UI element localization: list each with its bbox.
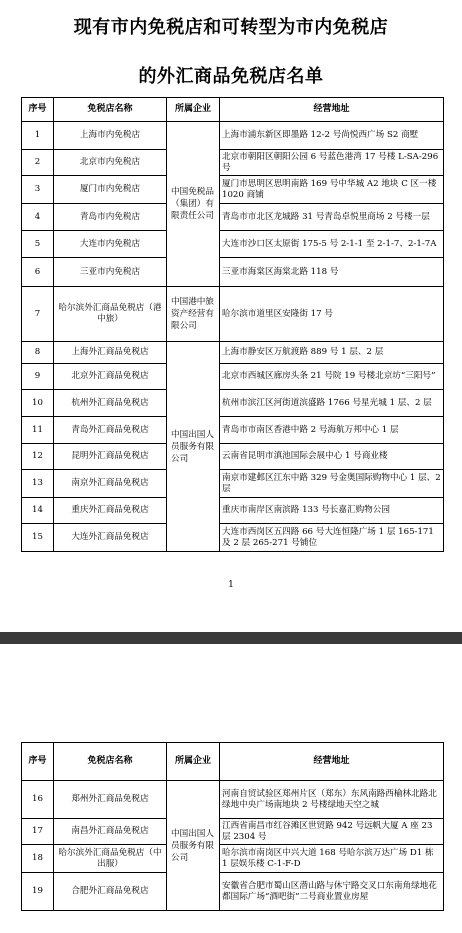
- enterprise-cdf: 中国免税品（集团）有限责任公司: [167, 122, 220, 287]
- shop-address: 南京市建邺区江东中路 329 号金奥国际购物中心 1 层、2 层: [220, 470, 444, 498]
- row-index: 3: [22, 176, 54, 204]
- row-index: 1: [22, 122, 54, 150]
- shop-name: 青岛外汇商品免税店: [54, 417, 167, 444]
- duty-free-shop-table: [21, 97, 444, 552]
- table-row: [22, 364, 444, 390]
- shop-name: 南京外汇商品免税店: [54, 470, 167, 498]
- table-header-row: [22, 98, 444, 122]
- shop-address: 北京市朝阳区朝阳公园 6 号蓝色港湾 17 号楼 L-SA-296 号: [220, 150, 444, 176]
- row-index: 9: [22, 364, 54, 390]
- table-row: [22, 444, 444, 470]
- table-row: [22, 231, 444, 258]
- header-address: 经营地址: [220, 98, 444, 122]
- duty-free-shop-table-continued: [21, 742, 444, 911]
- row-index: 14: [22, 498, 54, 524]
- table-row: [22, 258, 444, 287]
- shop-address: 哈尔滨市道里区安隆街 17 号: [220, 287, 444, 342]
- table-row: [22, 342, 444, 364]
- header-address: 经营地址: [220, 743, 444, 781]
- row-index: 4: [22, 204, 54, 231]
- document-title-line-2: 的外汇商品免税店名单: [138, 66, 324, 87]
- shop-address: 大连市西岗区五四路 66 号大连恒隆广场 1 层 165-171 及 2 层 265-271 号铺位: [220, 524, 444, 552]
- header-enterprise: 所属企业: [167, 743, 220, 781]
- header-index: 序号: [22, 743, 54, 781]
- shop-address: 上海市静安区万航渡路 889 号 1 层、2 层: [220, 342, 444, 364]
- shop-name: 合肥外汇商品免税店: [54, 873, 167, 911]
- row-index: 8: [22, 342, 54, 364]
- shop-address: 重庆市南岸区南滨路 133 号长嘉汇购物公园: [220, 498, 444, 524]
- shop-name: 大连市内免税店: [54, 231, 167, 258]
- shop-address: 北京市西城区廊房头条 21 号院 19 号楼北京坊“三阳号”: [220, 364, 444, 390]
- table-row: [22, 498, 444, 524]
- shop-name: 青岛市内免税店: [54, 204, 167, 231]
- shop-name: 郑州外汇商品免税店: [54, 781, 167, 819]
- shop-address: 大连市沙口区太原街 175-5 号 2-1-1 至 2-1-7、2-1-7A: [220, 231, 444, 258]
- shop-name: 哈尔滨外汇商品免税店（中出服）: [54, 845, 167, 873]
- shop-address: 三亚市海棠区海棠北路 118 号: [220, 258, 444, 287]
- enterprise-hk: 中国港中旅资产经营有限公司: [167, 287, 220, 342]
- shop-name: 昆明外汇商品免税店: [54, 444, 167, 470]
- table-row: [22, 470, 444, 498]
- table-row: [22, 122, 444, 150]
- row-index: 2: [22, 150, 54, 176]
- row-index: 6: [22, 258, 54, 287]
- row-index: 15: [22, 524, 54, 552]
- table-row: [22, 287, 444, 342]
- enterprise-cs: 中国出国人员服务有限公司: [167, 342, 220, 552]
- header-enterprise: 所属企业: [167, 98, 220, 122]
- shop-name: 杭州外汇商品免税店: [54, 390, 167, 417]
- shop-address: 厦门市思明区思明南路 169 号中华城 A2 地块 C 区一楼 1020 商铺: [220, 176, 444, 204]
- shop-address: 上海市浦东新区即墨路 12-2 号尚悦西广场 S2 商墅: [220, 122, 444, 150]
- table-row: [22, 819, 444, 845]
- row-index: 16: [22, 781, 54, 819]
- shop-name: 北京外汇商品免税店: [54, 364, 167, 390]
- row-index: 12: [22, 444, 54, 470]
- enterprise-cs: 中国出国人员服务有限公司: [167, 781, 220, 911]
- shop-name: 三亚市内免税店: [54, 258, 167, 287]
- shop-name: 上海市内免税店: [54, 122, 167, 150]
- shop-address: 杭州市滨江区河街道滨盛路 1766 号星光城 1 层、2 层: [220, 390, 444, 417]
- shop-name: 重庆外汇商品免税店: [54, 498, 167, 524]
- shop-name: 大连外汇商品免税店: [54, 524, 167, 552]
- row-index: 17: [22, 819, 54, 845]
- shop-name: 北京市内免税店: [54, 150, 167, 176]
- row-index: 11: [22, 417, 54, 444]
- shop-address: 河南自贸试验区郑州片区（郑东）东风南路西榆林北路北绿地中央广场南地块 2 号楼绿地天空之城: [220, 781, 444, 819]
- row-index: 18: [22, 845, 54, 873]
- shop-address: 安徽省合肥市蜀山区潜山路与休宁路交叉口东南角绿地花都国际广场“酒吧街”二号商业置业房屋: [220, 873, 444, 911]
- header-shop-name: 免税店名称: [54, 743, 167, 781]
- row-index: 13: [22, 470, 54, 498]
- shop-name: 上海外汇商品免税店: [54, 342, 167, 364]
- shop-address: 青岛市市南区香港中路 2 号海航万邦中心 1 层: [220, 417, 444, 444]
- table-row: [22, 845, 444, 873]
- shop-name: 南昌外汇商品免税店: [54, 819, 167, 845]
- page-number: 1: [228, 580, 234, 590]
- shop-address: 云南省昆明市滇池国际会展中心 1 号商业楼: [220, 444, 444, 470]
- row-index: 5: [22, 231, 54, 258]
- table-header-row: [22, 743, 444, 781]
- table-row: [22, 150, 444, 176]
- header-shop-name: 免税店名称: [54, 98, 167, 122]
- table-row: [22, 176, 444, 204]
- table-row: [22, 204, 444, 231]
- shop-name: 哈尔滨外汇商品免税店（港中旅）: [54, 287, 167, 342]
- table-row: [22, 873, 444, 911]
- shop-name: 厦门市内免税店: [54, 176, 167, 204]
- document-title-line-1: 现有市内免税店和可转型为市内免税店: [73, 17, 389, 38]
- shop-address: 江西省南昌市红谷滩区世贸路 942 号远帆大厦 A 座 23 层 2304 号: [220, 819, 444, 845]
- row-index: 10: [22, 390, 54, 417]
- table-row: [22, 524, 444, 552]
- table-row: [22, 390, 444, 417]
- shop-address: 青岛市市北区龙城路 31 号青岛卓悦里商场 2 号楼一层: [220, 204, 444, 231]
- row-index: 7: [22, 287, 54, 342]
- row-index: 19: [22, 873, 54, 911]
- header-index: 序号: [22, 98, 54, 122]
- table-row: [22, 781, 444, 819]
- table-row: [22, 417, 444, 444]
- document-page-2: [0, 644, 462, 933]
- shop-address: 哈尔滨市南岗区中兴大道 168 号哈尔滨万达广场 D1 栋 1 层娱乐楼 C-1-F-D: [220, 845, 444, 873]
